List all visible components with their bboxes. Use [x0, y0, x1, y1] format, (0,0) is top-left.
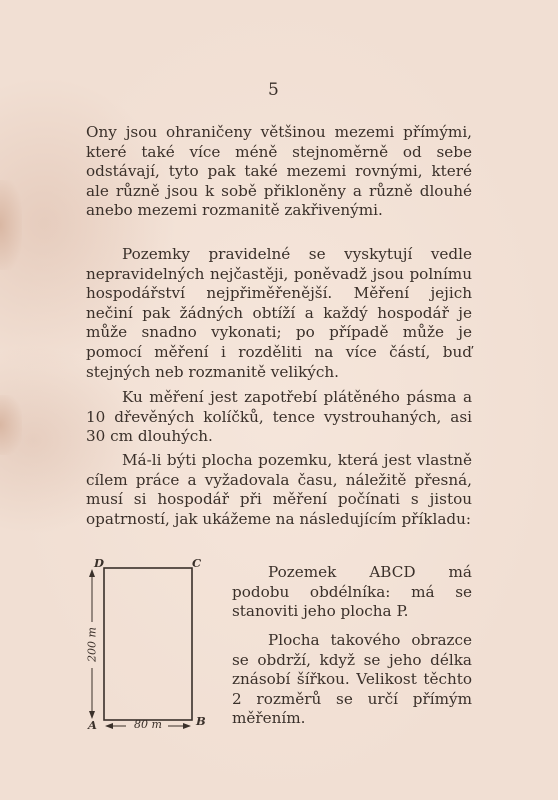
- page-stain: [0, 180, 22, 270]
- paragraph-1: Ony jsou ohraničeny většinou mezemi přímými, které také více méně stejnoměrně od sebe odstávají, tyto pak také mezemi rovnými, které ale různě jsou k sobě přikloněny a různě dlouhé anebo mezemi rozmanitě zakřivenými.: [86, 123, 472, 220]
- corner-label-c: C: [192, 556, 202, 570]
- arrow-right-icon: [183, 723, 191, 729]
- field-rectangle: [104, 568, 192, 720]
- page-number: 5: [268, 80, 279, 100]
- arrow-left-icon: [105, 723, 113, 729]
- arrow-up-icon: [89, 569, 95, 577]
- corner-label-b: B: [196, 714, 206, 728]
- width-label: 80 m: [134, 718, 162, 731]
- rectangle-figure: [80, 556, 230, 736]
- side-paragraph-2: Plocha takového obrazce se obdrží, když se jeho délka znásobí šířkou. Velikost těchto 2 rozměrů se určí přímým měřením.: [232, 631, 472, 728]
- paragraph-4: Má-li býti plocha pozemku, která jest vlastně cílem práce a vyžadovala času, náležitě přesná, musí si hospodář při měření počínati s jistou opatrností, jak ukážeme na následujícím příkladu:: [86, 451, 472, 528]
- height-label: 200 m: [85, 627, 99, 662]
- corner-label-d: D: [94, 556, 104, 570]
- corner-label-a: A: [88, 718, 97, 732]
- paragraph-2: Pozemky pravidelné se vyskytují vedle nepravidelných nejčastěji, poněvadž jsou polnímu hospodářství nejpřiměřenější. Měření jejich nečiní pak žádných obtíží a každý hospodář je může snadno vykonati; po případě může je pomocí měření i rozděliti na více částí, buď stejných neb rozmanitě velikých.: [86, 245, 472, 381]
- page-stain: [0, 395, 22, 455]
- rectangle-diagram: [80, 556, 230, 736]
- paragraph-3: Ku měření jest zapotřebí plátěného pásma a 10 dřevěných kolíčků, tence vystrouhaných, asi 30 cm dlouhých.: [86, 388, 472, 446]
- side-paragraph-1: Pozemek ABCD má podobu obdélníka: má se stanoviti jeho plocha P.: [232, 563, 472, 621]
